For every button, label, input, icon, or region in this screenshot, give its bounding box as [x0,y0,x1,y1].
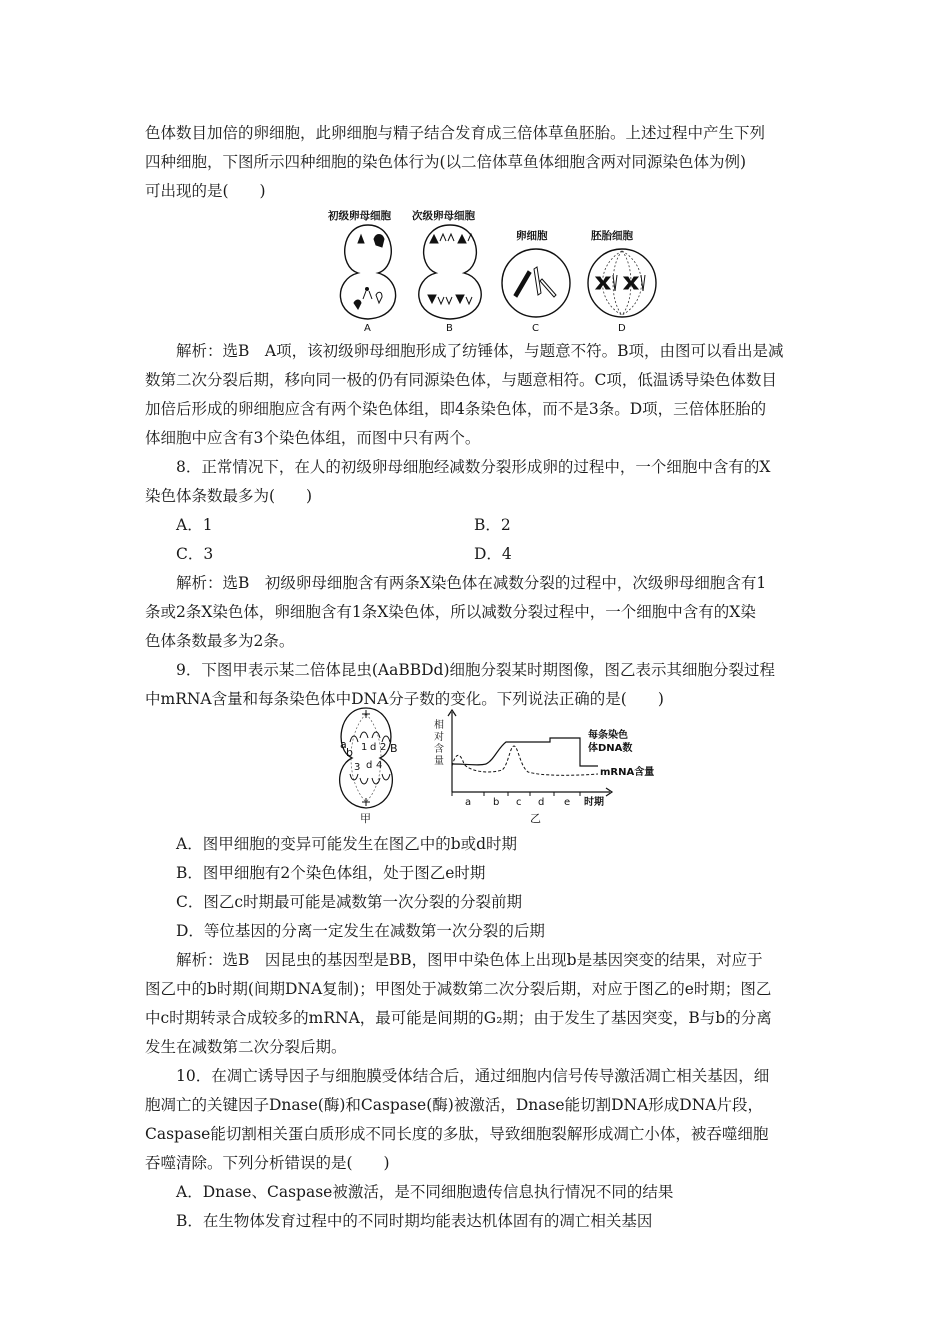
q8-stem-1: 8．正常情况下，在人的初级卵母细胞经减数分裂形成卵的过程中，一个细胞中含有的X [176,458,771,476]
yi-xlabel: 时期 [584,797,604,808]
q8-option-a: A．1 [176,516,213,534]
fig-title-primary-oocyte: 初级卵母细胞 [328,210,391,222]
jia-number-2: 2 [380,742,387,753]
cell-a-letter: A [364,323,371,334]
yi-xtick-c: c [516,797,522,808]
q8-analysis-3: 色体条数最多为2条。 [145,632,295,650]
q8-option-d: D．4 [474,545,512,563]
q9-figure-yi [430,708,660,828]
cell-a [340,225,395,319]
fig-title-embryo-cell: 胚胎细胞 [591,230,633,242]
cell-b-chromosomes [428,234,474,304]
q9-analysis-3: 中c时期转录合成较多的mRNA，最可能是间期的G₂期；由于发生了基因突变，B与b的分离 [145,1009,772,1027]
yi-dna-curve [452,738,598,766]
cell-d-letter: D [618,323,626,334]
yi-label: 乙 [530,812,541,825]
q10-stem-3: Caspase能切割相关蛋白质形成不同长度的多肽，导致细胞裂解形成凋亡小体，被吞噬细胞 [145,1125,769,1143]
cell-d [588,249,656,317]
q10-option-b: B．在生物体发育过程中的不同时期均能表达机体固有的凋亡相关基因 [176,1212,653,1230]
jia-number-1: 1 [361,742,368,753]
q8-option-b: B．2 [474,516,511,534]
q8-option-c: C．3 [176,545,214,563]
jia-chromosomes [350,710,390,806]
q7-analysis-4: 体细胞中应含有3个染色体组，而图中只有两个。 [145,429,481,447]
jia-number-4: 4 [376,760,383,771]
q9-option-c: C．图乙c时期最可能是减数第一次分裂的分裂前期 [176,893,523,911]
jia-letter-d-bottom: d [366,760,373,771]
q7-line-2: 四种细胞，下图所示四种细胞的染色体行为(以二倍体草鱼体细胞含两对同源染色体为例) [145,153,747,171]
q10-stem-1: 10．在凋亡诱导因子与细胞膜受体结合后，通过细胞内信号传导激活凋亡相关基因，细 [176,1067,770,1085]
jia-label: 甲 [360,812,371,825]
cell-d-chromosomes [596,275,645,291]
yi-legend-dna-1: 每条染色 [588,730,628,741]
cell-d-spindle [603,251,642,315]
cell-c-letter: C [532,323,539,334]
yi-xtick-d: d [538,797,545,808]
fig-title-egg-cell: 卵细胞 [516,230,548,242]
yi-xtick-a: a [465,797,472,808]
q7-line-3: 可出现的是( ) [145,182,266,200]
q10-stem-2: 胞凋亡的关键因子Dnase(酶)和Caspase(酶)被激活，Dnase能切割DNA形成DNA片段， [145,1096,763,1114]
jia-letter-b-upper: B [390,742,398,755]
q9-option-b: B．图甲细胞有2个染色体组，处于图乙e时期 [176,864,486,882]
q9-analysis-1: 解析：选B 因昆虫的基因型是BB，图甲中染色体上出现b是基因突变的结果，对应于 [176,951,763,969]
jia-letter-d-top: d [370,742,377,753]
q8-stem-2: 染色体条数最多为( ) [145,487,313,505]
q7-cell-figure [320,205,660,335]
jia-number-3: 3 [354,762,361,773]
yi-legend-mrna: mRNA含量 [600,767,655,778]
fig-title-secondary-oocyte: 次级卵母细胞 [412,210,475,222]
cell-b [419,225,481,319]
q7-line-1: 色体数目加倍的卵细胞，此卵细胞与精子结合发育成三倍体草鱼胚胎。上述过程中产生下列 [145,124,766,142]
q7-analysis-2: 数第二次分裂后期，移向同一极的仍有同源染色体，与题意相符。C项，低温诱导染色体数目 [145,371,777,389]
q9-option-a: A．图甲细胞的变异可能发生在图乙中的b或d时期 [176,835,518,853]
yi-mrna-curve [452,746,598,775]
q9-option-d: D．等位基因的分离一定发生在减数第一次分裂的后期 [176,922,545,940]
q7-analysis-3: 加倍后形成的卵细胞应含有两个染色体组，即4条染色体，而不是3条。D项，三倍体胚胎的 [145,400,767,418]
yi-ylabel-1: 相 [434,720,444,731]
q10-stem-4: 吞噬清除。下列分析错误的是( ) [145,1154,390,1172]
q9-stem-1: 9．下图甲表示某二倍体昆虫(AaBBDd)细胞分裂某时期图像，图乙表示其细胞分裂过程 [176,661,776,679]
q10-option-a: A．Dnase、Caspase被激活，是不同细胞遗传信息执行情况不同的结果 [176,1183,674,1201]
cell-c-chromosomes [514,267,556,297]
q8-analysis-2: 条或2条X染色体，卵细胞含有1条X染色体，所以减数分裂过程中，一个细胞中含有的X染 [145,603,756,621]
jia-letter-b-lower: b [346,746,353,759]
yi-ylabel-4: 量 [434,756,444,767]
yi-xtick-b: b [493,797,500,808]
q9-stem-2: 中mRNA含量和每条染色体中DNA分子数的变化。下列说法正确的是( ) [145,690,664,708]
q9-analysis-2: 图乙中的b时期(间期DNA复制)；甲图处于减数第二次分裂后期，对应于图乙的e时期；图乙 [145,980,772,998]
cell-b-letter: B [446,323,453,334]
yi-ylabel-3: 含 [434,744,444,755]
yi-xtick-e: e [564,797,571,808]
yi-legend-dna-2: 体DNA数 [588,743,633,754]
yi-ylabel-2: 对 [434,732,444,743]
q9-analysis-4: 发生在减数第二次分裂后期。 [145,1038,347,1056]
jia-letter-a: a [340,738,347,751]
q9-figure-jia [330,706,420,826]
q7-analysis-1: 解析：选B A项，该初级卵母细胞形成了纺锤体，与题意不符。B项，由图可以看出是减 [176,342,784,360]
jia-spindle [351,714,381,802]
q8-analysis-1: 解析：选B 初级卵母细胞含有两条X染色体在减数分裂的过程中，次级卵母细胞含有1 [176,574,767,592]
